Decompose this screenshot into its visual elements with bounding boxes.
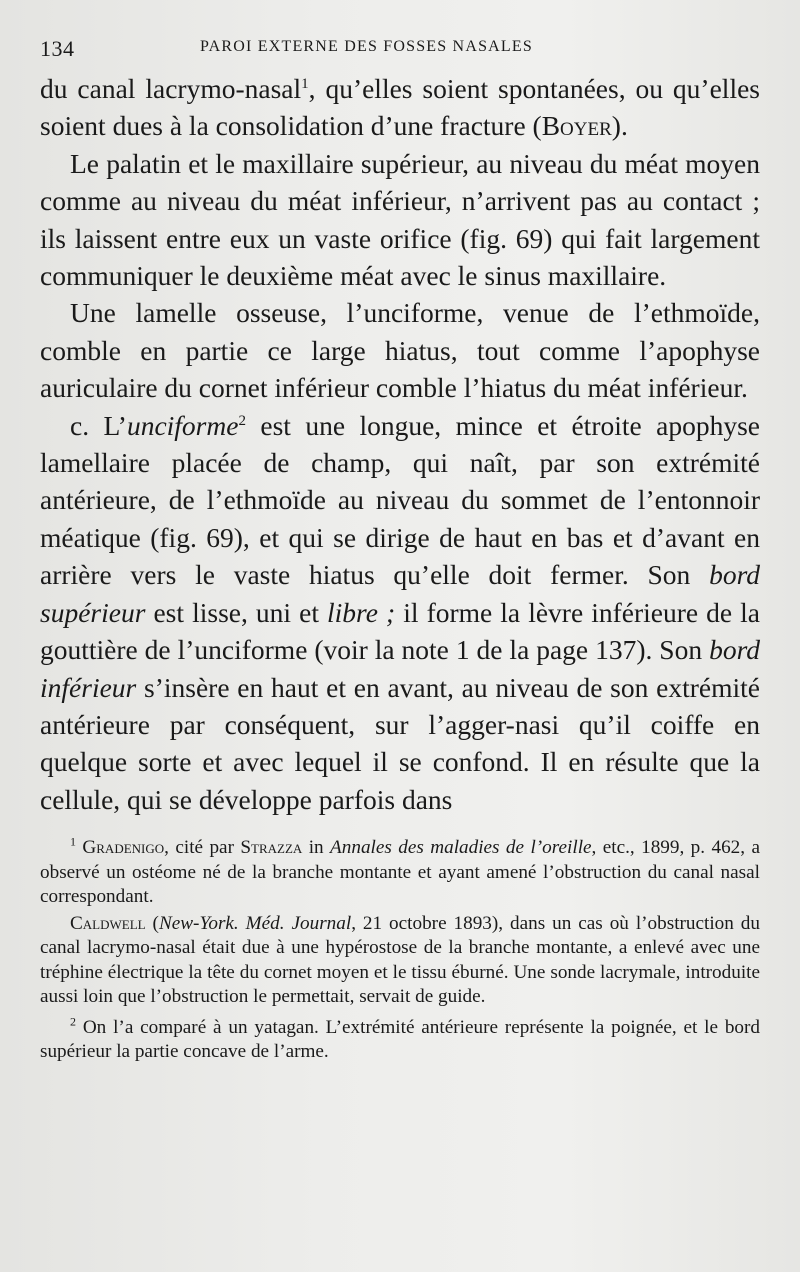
text-run: est lisse, uni et	[145, 596, 328, 628]
term-bord-superieur: bord supérieur	[40, 559, 760, 628]
text-run: c. L’	[70, 409, 127, 441]
footnote-marker-2: 2	[70, 1014, 76, 1029]
term-libre: libre ;	[327, 596, 396, 628]
text-run: , cité par	[164, 837, 241, 859]
author-name: Gradenigo	[82, 837, 165, 859]
text-run: , etc., 1899, p. 462, a observé un ostéome né de la branche montante et ayant amené l’obstruction du canal nasal correspondant.	[40, 837, 760, 908]
term-bord-inferieur: bord inférieur	[40, 634, 760, 703]
page-header	[40, 30, 760, 70]
text-run: est une longue, mince et étroite apophyse lamellaire placée de champ, qui naît, par son extrémité antérieure, de l’ethmoïde au niveau du sommet de l’entonnoir méatique (fig. 69), et qui se dirige de haut en bas et d’avant en arrière vers le vaste hiatus qu’elle doit fermer. Son	[40, 409, 760, 591]
page-number: 134	[40, 36, 75, 61]
text-run: (	[145, 912, 159, 934]
text-run: On l’a comparé à un yatagan. L’extrémité antérieure représente la poignée, et le bord supérieur la partie concave de l’arme.	[40, 1016, 760, 1063]
paragraph-4	[40, 407, 760, 818]
paragraph-1	[40, 70, 760, 145]
footnote-ref-1: 1	[301, 75, 309, 92]
term-unciforme: unciforme	[126, 409, 239, 441]
journal-title: New-York. Méd. Journal	[158, 912, 352, 934]
footnote-1-continued	[40, 912, 760, 1010]
footnote-marker-1: 1	[70, 834, 76, 849]
text-run: il forme la lèvre inférieure de la gouttière de l’unciforme (voir la note 1 de la page 137). Son	[40, 596, 761, 666]
text-run: ).	[611, 110, 628, 142]
text-run: du canal lacrymo-nasal	[40, 73, 302, 104]
author-name: Caldwell	[70, 912, 146, 934]
author-name: Strazza	[240, 837, 303, 859]
text-run: in	[302, 837, 331, 859]
author-name: Boyer	[541, 110, 612, 142]
text-run: , qu’elles soient spontanées, ou qu’elles soient dues à la consolidation d’une fracture (	[40, 73, 760, 142]
journal-title: Annales des maladies de l’oreille	[330, 837, 592, 859]
footnote-2	[40, 1016, 760, 1065]
text-run: , 21 octobre 1893), dans un cas où l’obstruction du canal lacrymo-nasal était due à une hypérostose de la branche montante, a enlevé avec une tréphine électrique la tête du cornet moyen et le tissu éburné. Une sonde lacrymale, introduite aussi loin que l’obstruction le permettait, servait de guide.	[40, 912, 760, 1008]
footnote-1	[40, 836, 760, 910]
paragraph-3: Une lamelle osseuse, l’unciforme, venue de l’ethmoïde, comble en partie ce large hiatus, tout comme l’apophyse auriculaire du cornet inférieur comble l’hiatus du méat inférieur.	[40, 297, 760, 404]
body-text	[40, 70, 760, 818]
running-title: PAROI EXTERNE DES FOSSES NASALES	[200, 38, 533, 55]
footnote-ref-2: 2	[238, 412, 246, 429]
footnotes	[40, 836, 760, 1065]
paragraph-2: Le palatin et le maxillaire supérieur, au niveau du méat moyen comme au niveau du méat inférieur, n’arrivent pas au contact ; ils laissent entre eux un vaste orifice (fig. 69) qui fait largement communiquer le deuxième méat avec le sinus maxillaire.	[40, 147, 760, 292]
text-run: s’insère en haut et en avant, au niveau de son extrémité antérieure par conséquent, sur l’agger-nasi qu’il coiffe en quelque sorte et avec lequel il se confond. Il en résulte que la cellule, qui se développe parfois dans	[40, 671, 760, 815]
